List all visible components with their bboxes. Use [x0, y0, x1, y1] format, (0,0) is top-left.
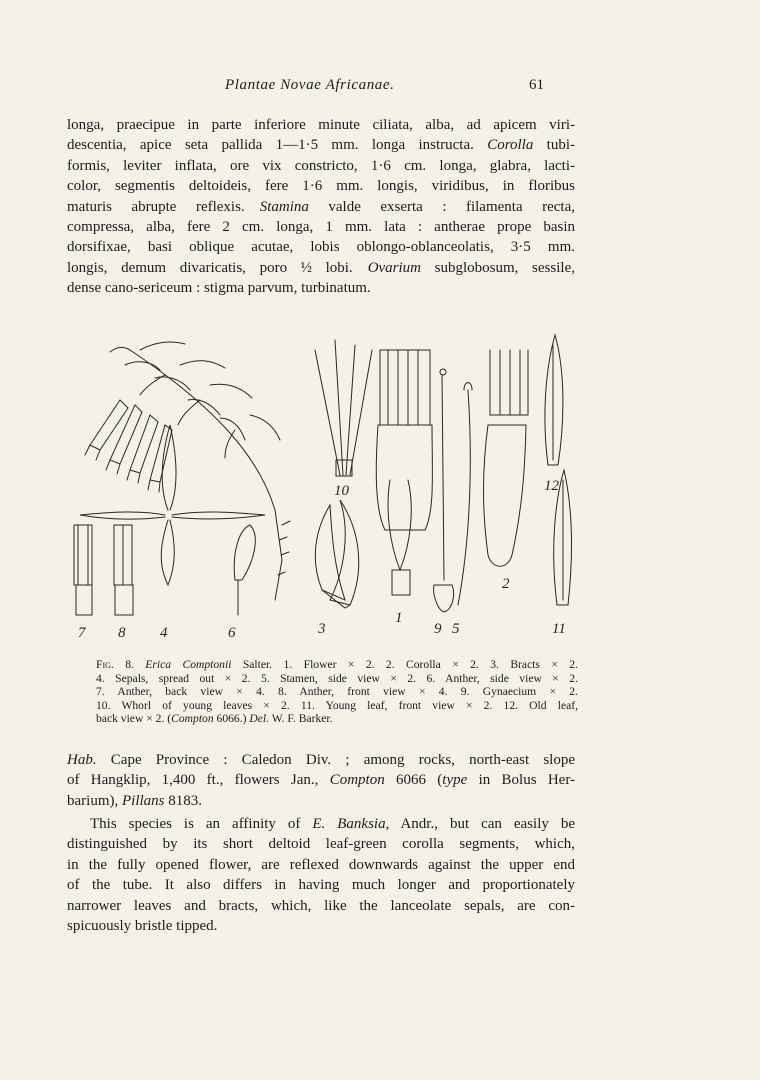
habitat-paragraph — [67, 750, 575, 811]
figure-label-5: 5 — [452, 621, 460, 637]
figure-label-3: 3 — [318, 621, 326, 637]
figure-label-10: 10 — [334, 483, 349, 499]
gynaecium-drawing — [434, 369, 454, 612]
discussion-line: This species is an affinity of E. Banksia, Andr., but can easily be — [90, 816, 575, 832]
leaf-whorl-drawing — [315, 340, 372, 476]
sepals-drawing — [80, 425, 265, 585]
stamina-term: Stamina — [259, 198, 309, 215]
ovarium-term: Ovarium — [367, 259, 422, 276]
habitat-line: Hab. Cape Province : Caledon Div. ; among rocks, north-east slope — [67, 752, 575, 768]
anther-front-view-drawing — [114, 525, 133, 615]
figure-label-11: 11 — [552, 621, 566, 637]
caption-line: 7. Anther, back view × 4. 8. Anther, front view × 4. 9. Gynaecium × 2. — [96, 685, 578, 699]
corolla-term: Corolla — [487, 137, 534, 154]
running-head — [0, 77, 760, 97]
species-description — [67, 115, 575, 299]
figure-label-6: 6 — [228, 625, 236, 640]
description-line: maturis abrupte reflexis. Stamina valde exserta : filamenta recta, — [67, 198, 576, 215]
stamen-drawing — [458, 383, 472, 606]
figure-label: Fig. 8. — [96, 658, 134, 671]
caption-line: Fig. 8. Erica Comptonii Salter. 1. Flower × 2. 2. Corolla × 2. 3. Bracts × 2. — [96, 658, 578, 671]
discussion-line: narrower leaves and bracts, which, like the lanceolate sepals, are con- — [67, 897, 575, 914]
old-leaf-drawing — [545, 335, 563, 465]
flowering-branch-drawing — [85, 342, 290, 600]
discussion-line: spicuously bristle tipped. — [67, 918, 218, 935]
caption-line: 4. Sepals, spread out × 2. 5. Stamen, side view × 2. 6. Anther, side view × 2. — [96, 671, 578, 685]
description-line: compressa, alba, fere 2 cm. longa, 1 mm. lata : antherae prope basin — [67, 219, 575, 236]
running-title: Plantae Novae Africanae. — [225, 77, 395, 93]
species-name: Erica Comptonii — [145, 658, 232, 671]
figure-label-1: 1 — [395, 610, 403, 626]
figure-labels — [78, 478, 566, 640]
figure-label-12: 12 — [544, 478, 559, 494]
description-line: dorsifixae, basi oblique acutae, lobis oblongo-oblanceolatis, 3·5 mm. — [67, 239, 575, 256]
description-line: color, segmentis deltoideis, fere 1·6 mm. longis, viridibus, in floribus — [67, 178, 575, 195]
flower-drawing — [376, 350, 432, 595]
anther-side-view-drawing — [234, 525, 255, 615]
page-number: 61 — [529, 77, 544, 93]
habitat-line: of Hangklip, 1,400 ft., flowers Jan., Compton 6066 (type in Bolus Her- — [67, 772, 576, 789]
caption-line: 10. Whorl of young leaves × 2. 11. Young leaf, front view × 2. 12. Old leaf, — [96, 698, 578, 712]
habitat-line: barium), Pillans 8183. — [67, 792, 202, 809]
discussion-paragraph — [67, 814, 575, 936]
bracts-drawing — [315, 500, 358, 608]
discussion-line: in the fully opened flower, are reflexed downwards against the upper end — [67, 856, 575, 873]
anther-back-view-drawing — [74, 525, 92, 615]
figure-label-8: 8 — [118, 625, 126, 640]
description-line: formis, leviter inflata, ore vix constricto, 1·6 cm. longa, glabra, lacti- — [67, 157, 575, 174]
description-line: dense cano-sericeum : stigma parvum, turbinatum. — [67, 280, 371, 297]
figure-label-4: 4 — [160, 625, 168, 640]
hab-label: Hab. — [67, 752, 97, 768]
description-line: descentia, apice seta pallida 1—1·5 mm. longa instructa. Corolla tubi- — [67, 137, 575, 154]
description-line: longa, praecipue in parte inferiore minute ciliata, alba, ad apicem viri- — [67, 117, 575, 133]
description-line: longis, demum divaricatis, poro ½ lobi. Ovarium subglobosum, sessile, — [67, 259, 575, 276]
caption-line: back view × 2. (Compton 6066.) Del. W. F. Barker. — [96, 712, 333, 726]
discussion-line: of the tube. It also differs in having much longer and proportionately — [67, 877, 575, 894]
discussion-line: distinguished by its short deltoid leaf-green corolla segments, which, — [67, 836, 575, 853]
figure-label-7: 7 — [78, 625, 86, 640]
figure-caption — [96, 658, 578, 726]
corolla-drawing — [484, 350, 529, 566]
figure-label-2: 2 — [502, 576, 510, 592]
figure-label-9: 9 — [434, 621, 442, 637]
botanical-illustration — [60, 330, 590, 640]
